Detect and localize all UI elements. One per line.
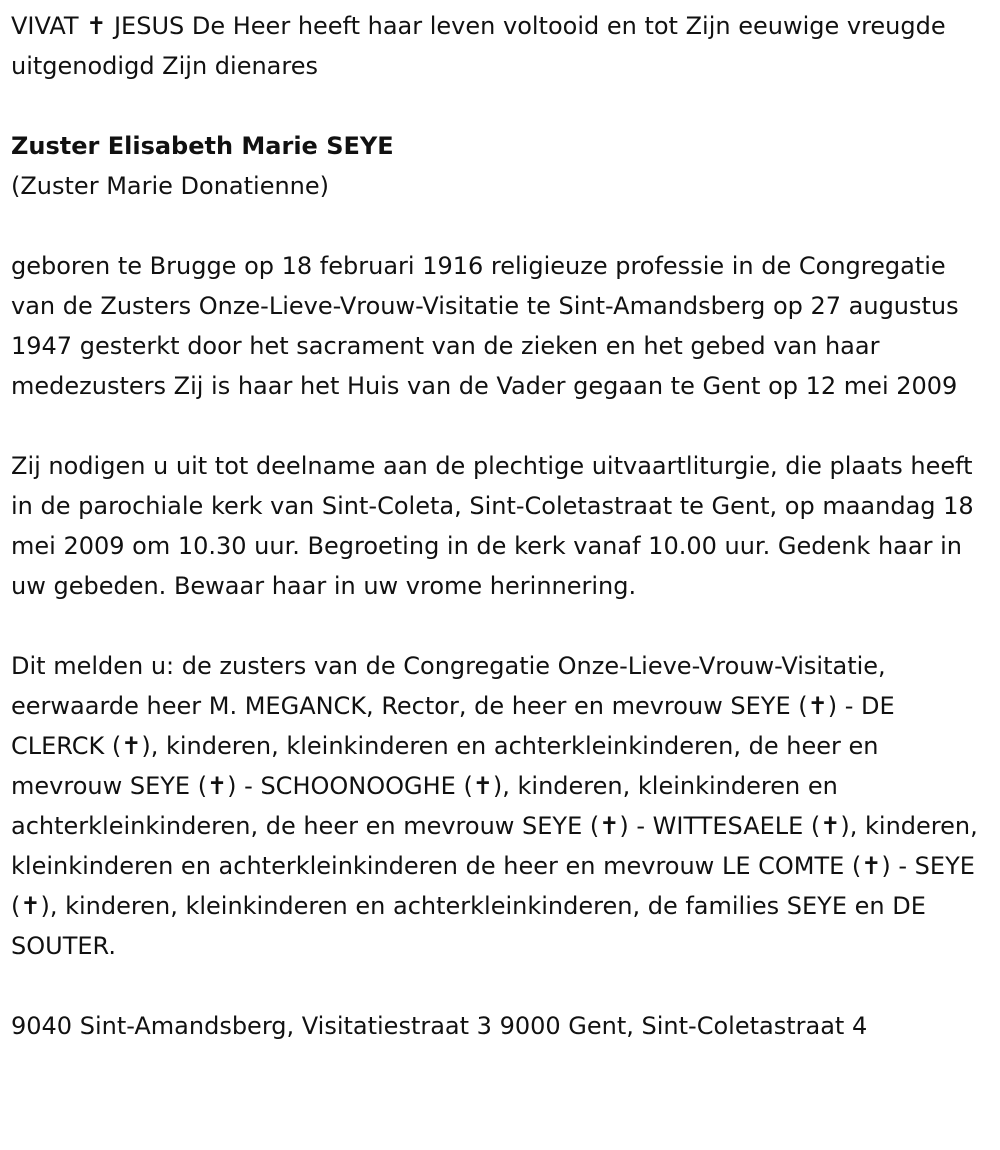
religious-name: (Zuster Marie Donatienne)	[11, 172, 330, 200]
spacer	[11, 206, 986, 246]
addresses-line: 9040 Sint-Amandsberg, Visitatiestraat 3 9000 Gent, Sint-Coletastraat 4	[11, 1012, 868, 1040]
family-announcement-paragraph: Dit melden u: de zusters van de Congregatie Onze-Lieve-Vrouw-Visitatie, eerwaarde heer M. MEGANCK, Rector, de heer en mevrouw SEYE (✝) - DE CLERCK (✝), kinderen, kleinkinderen en achterkleinkinderen, de heer en mevrouw SEYE (✝) - SCHOONOOGHE (✝), kinderen, kleinkinderen en achterkleinkinderen, de heer en mevrouw SEYE (✝) - WITTESAELE (✝), kinderen, kleinkinderen en achterkleinkinderen de heer en mevrouw LE COMTE (✝) - SEYE (✝), kinderen, kleinkinderen en achterkleinkinderen, de families SEYE en DE SOUTER.	[11, 652, 978, 960]
spacer	[11, 606, 986, 646]
intro-text: VIVAT ✝ JESUS De Heer heeft haar leven voltooid en tot Zijn eeuwige vreugde uitgenodigd Zijn dienares	[11, 12, 946, 80]
obituary-notice	[11, 6, 986, 1046]
deceased-name: Zuster Elisabeth Marie SEYE	[11, 132, 394, 160]
spacer	[11, 406, 986, 446]
spacer	[11, 966, 986, 1006]
funeral-invitation-paragraph: Zij nodigen u uit tot deelname aan de plechtige uitvaartliturgie, die plaats heeft in de parochiale kerk van Sint-Coleta, Sint-Coletastraat te Gent, op maandag 18 mei 2009 om 10.30 uur. Begroeting in de kerk vanaf 10.00 uur. Gedenk haar in uw gebeden. Bewaar haar in uw vrome herinnering.	[11, 452, 974, 600]
biography-paragraph: geboren te Brugge op 18 februari 1916 religieuze professie in de Congregatie van de Zusters Onze-Lieve-Vrouw-Visitatie te Sint-Amandsberg op 27 augustus 1947 gesterkt door het sacrament van de zieken en het gebed van haar medezusters Zij is haar het Huis van de Vader gegaan te Gent op 12 mei 2009	[11, 252, 959, 400]
spacer	[11, 86, 986, 126]
